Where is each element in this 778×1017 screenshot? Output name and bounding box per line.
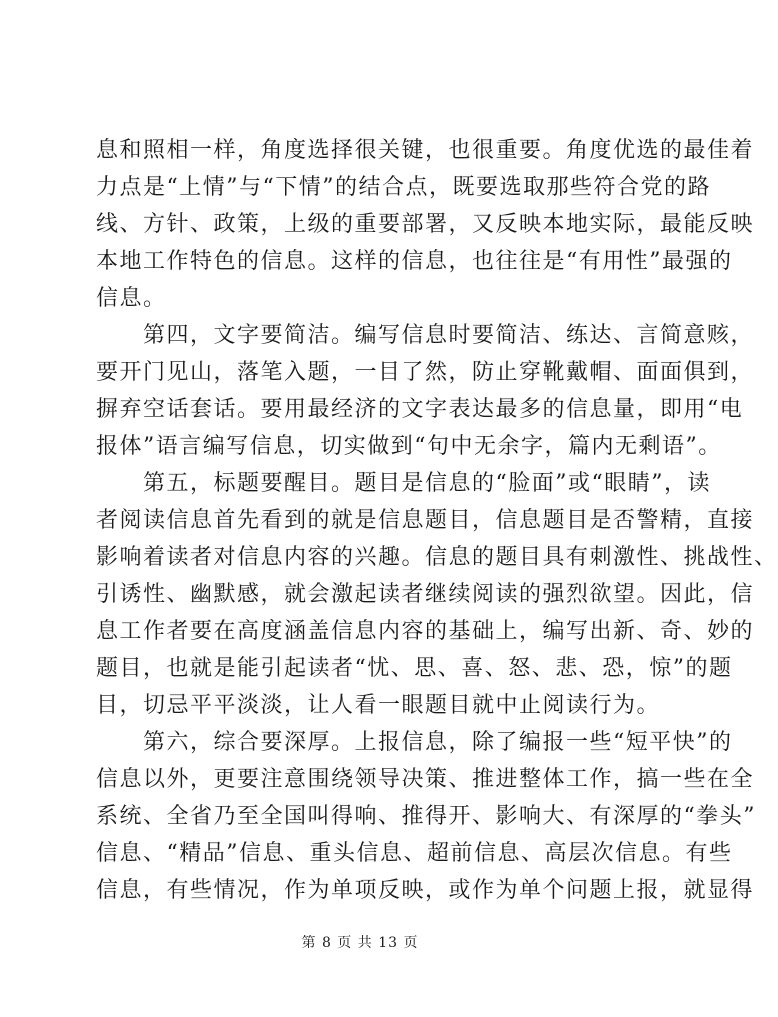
text-line: 要开门见山，落笔入题，一目了然，防止穿靴戴帽、面面俱到，: [96, 360, 755, 385]
text-line: 信息。: [96, 286, 167, 311]
text-line: 影响着读者对信息内容的兴趣。信息的题目具有刺激性、挑战性、: [96, 545, 778, 570]
text-line: 信息，有些情况，作为单项反映，或作为单个问题上报，就显得: [96, 878, 755, 903]
text-line: 者阅读信息首先看到的就是信息题目，信息题目是否警精，直接: [96, 508, 755, 533]
text-line: 摒弃空话套话。要用最经济的文字表达最多的信息量，即用“电: [96, 397, 744, 422]
text-line: 第六，综合要深厚。上报信息，除了编报一些“短平快”的: [96, 730, 733, 755]
text-line: 信息、“精品”信息、重头信息、超前信息、高层次信息。有些: [96, 841, 733, 866]
text-line: 力点是“上情”与“下情”的结合点，既要选取那些符合党的路: [96, 175, 711, 200]
page-number-footer: 第 8 页 共 13 页: [301, 935, 419, 951]
text-line: 第五，标题要醒目。题目是信息的“脸面”或“眼睛”，读: [96, 471, 711, 496]
text-line: 第四，文字要简洁。编写信息时要简洁、练达、言简意赅，: [96, 323, 755, 348]
text-line: 引诱性、幽默感，就会激起读者继续阅读的强烈欲望。因此，信: [96, 582, 755, 607]
text-line: 本地工作特色的信息。这样的信息，也往往是“有用性”最强的: [96, 249, 733, 274]
text-line: 系统、全省乃至全国叫得响、推得开、影响大、有深厚的“拳头”: [96, 804, 756, 829]
text-line: 信息以外，更要注意围绕领导决策、推进整体工作，搞一些在全: [96, 767, 755, 792]
text-line: 目，切忌平平淡淡，让人看一眼题目就中止阅读行为。: [96, 693, 661, 718]
text-line: 题目，也就是能引起读者“忧、思、喜、怒、悲、恐，惊”的题: [96, 656, 733, 681]
text-line: 息工作者要在高度涵盖信息内容的基础上，编写出新、奇、妙的: [96, 619, 755, 644]
text-line: 线、方针、政策，上级的重要部署，又反映本地实际，最能反映: [96, 212, 755, 237]
text-line: 报体”语言编写信息，切实做到“句中无余字，篇内无剩语”。: [96, 434, 722, 459]
text-line: 息和照相一样，角度选择很关键，也很重要。角度优选的最佳着: [96, 138, 755, 163]
